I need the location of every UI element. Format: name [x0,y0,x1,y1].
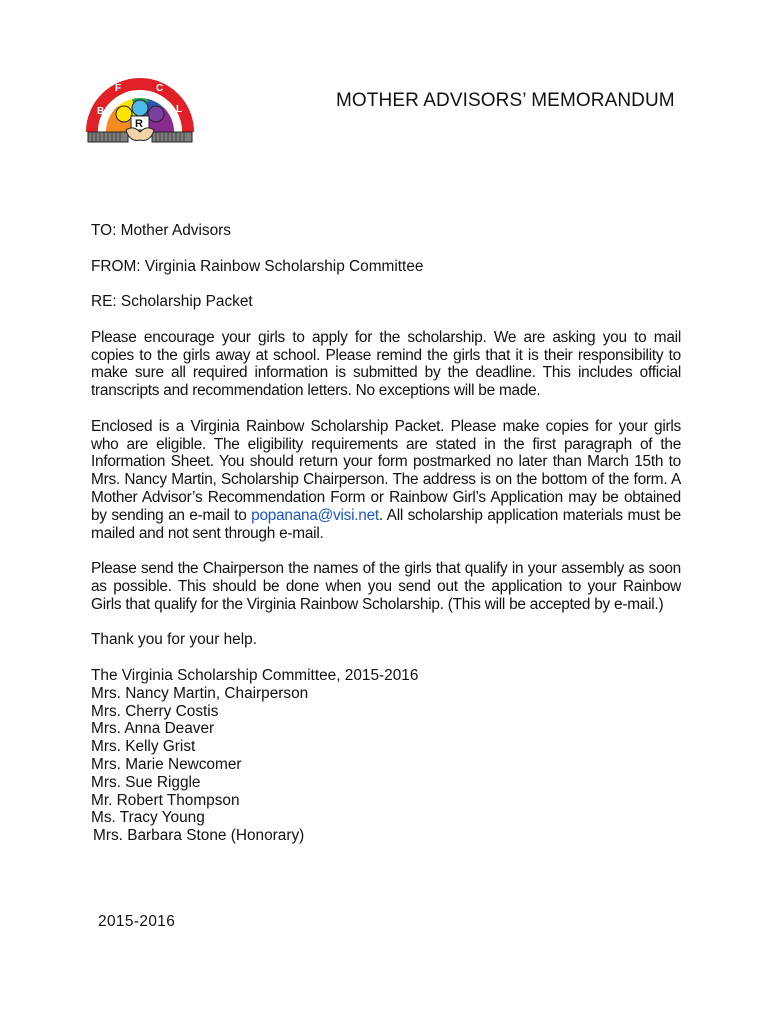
to-line: TO: Mother Advisors [91,222,231,239]
logo-letter-r: R [135,118,143,130]
paragraph-chairperson: Please send the Chairperson the names of the girls that qualify in your assembly as soon as possible. This should be done when you send out the application to your Rainbow Girls that qualify for the Virginia Rainbow Scholarship. (This will be accepted by e-mail.) [91,560,681,613]
logo-letter-l: L [176,104,183,115]
paragraph-enclosed-text: Enclosed is a Virginia Rainbow Scholarship Packet. Please make copies for your girls who are eligible. The eligibility requirements are stated in the first paragraph of the Information Sheet. You should return your form postmarked no later than March 15th to Mrs. Nancy Martin, Scholarship Chairperson. The address is on the bottom of the form. A Mother Advisor’s Recommendation Form or Rainbow Girl’s Application may be obtained by sending an e-mail to [91,417,681,524]
committee-member: Mr. Robert Thompson [91,791,240,809]
re-line: RE: Scholarship Packet [91,293,253,311]
paragraph-enclosed-text-end: . All scholarship application materials must be mailed and not sent through e-mail. [91,506,681,542]
memorandum-body [91,222,681,845]
rainbow-emblem-logo [82,66,198,150]
logo-letter-c: C [156,83,164,94]
committee-member: Mrs. Nancy Martin, Chairperson [91,684,309,702]
footer-year: 2015-2016 [98,913,176,930]
paragraph-enclosed [91,418,681,543]
logo-circle-left [116,106,132,122]
email-link[interactable]: popanana@visi.net [251,506,379,524]
logo-letter-f: F [115,83,122,94]
committee-list [91,667,681,845]
committee-member-honorary: Mrs. Barbara Stone (Honorary) [93,827,305,845]
committee-member: Mrs. Kelly Grist [91,738,196,756]
committee-heading: The Virginia Scholarship Committee, 2015-2016 [91,666,419,684]
memorandum-title: MOTHER ADVISORS’ MEMORANDUM [336,90,675,111]
logo-circle-mid [132,100,148,116]
committee-member: Mrs. Anna Deaver [91,720,215,738]
committee-member: Mrs. Marie Newcomer [91,755,242,773]
paragraph-encourage: Please encourage your girls to apply for the scholarship. We are asking you to mail copies to the girls away at school. Please remind the girls that it is their responsibility to make sure all required information is submitted by the deadline. This includes official transcripts and recommendation letters. No exceptions will be made. [91,328,681,400]
thank-you-line: Thank you for your help. [91,631,257,649]
logo-circle-right [148,106,164,122]
from-line: FROM: Virginia Rainbow Scholarship Committee [91,257,424,275]
logo-letter-b: B [97,106,105,117]
committee-member: Mrs. Sue Riggle [91,773,201,791]
committee-member: Mrs. Cherry Costis [91,702,219,720]
committee-member: Ms. Tracy Young [91,809,205,827]
